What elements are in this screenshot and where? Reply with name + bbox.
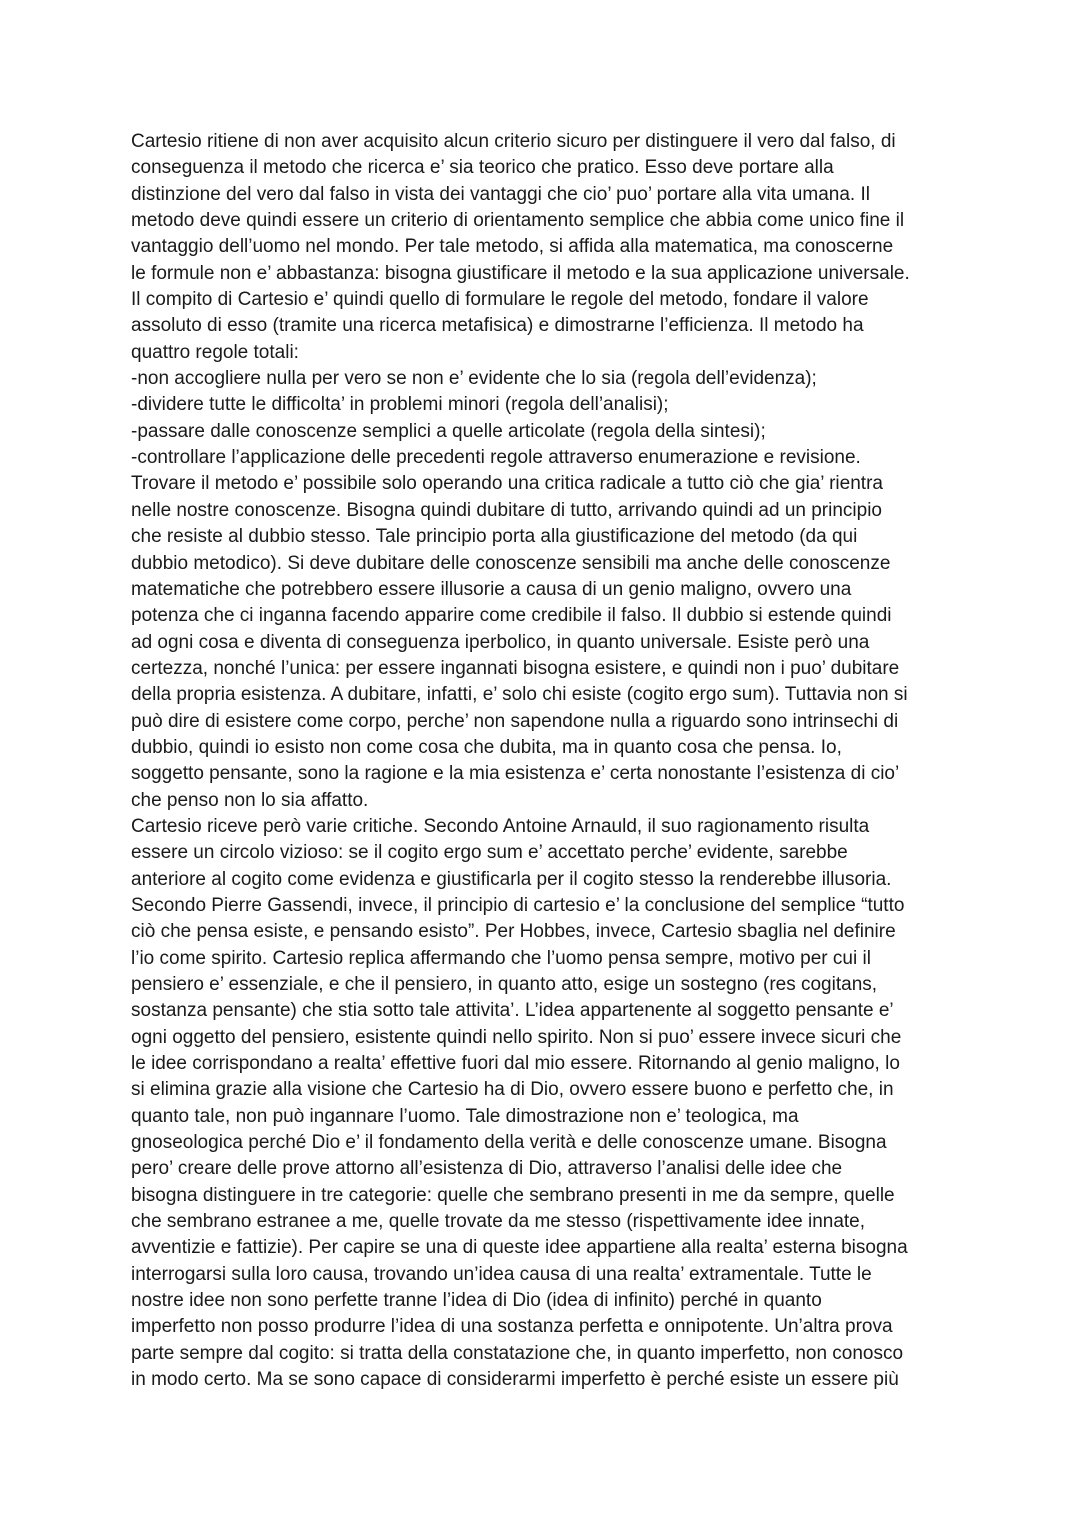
text-line: -controllare l’applicazione delle precedenti regole attraverso enumerazione e revisione. [131,447,861,469]
text-line: le idee corrispondano a realta’ effettive fuori dal mio essere. Ritornando al genio maligno, lo [131,1053,900,1075]
text-line: matematiche che potrebbero essere illusorie a causa di un genio maligno, ovvero una [131,578,852,600]
text-line: avventizie e fattizie). Per capire se una di queste idee appartiene alla realta’ esterna bisogna [131,1237,908,1259]
text-line: in modo certo. Ma se sono capace di considerarmi imperfetto è perché esiste un essere più [131,1369,899,1391]
text-line: Cartesio riceve però varie critiche. Secondo Antoine Arnauld, il suo ragionamento risulta [131,815,870,837]
text-line: nelle nostre conoscenze. Bisogna quindi dubitare di tutto, arrivando quindi ad un principio [131,499,882,521]
text-line: essere un circolo vizioso: se il cogito ergo sum e’ accettato perche’ evidente, sarebbe [131,842,848,864]
text-line: pensiero e’ essenziale, e che il pensiero, in quanto atto, esige un sostegno (res cogitans, [131,974,878,995]
text-line: potenza che ci inganna facendo apparire come credibile il falso. Il dubbio si estende quindi [131,605,892,627]
text-line: soggetto pensante, sono la ragione e la mia esistenza e’ certa nonostante l’esistenza di cio’ [131,763,900,785]
text-line: Secondo Pierre Gassendi, invece, il principio di cartesio e’ la conclusione del semplice “tutto [131,894,905,916]
document-body-text [131,129,961,1394]
text-line: metodo deve quindi essere un criterio di orientamento semplice che abbia come unico fine il [131,210,905,232]
text-line: della propria esistenza. A dubitare, infatti, e’ solo chi esiste (cogito ergo sum). Tuttavia non si [131,684,908,706]
text-line: imperfetto non posso produrre l’idea di una sostanza perfetta e onnipotente. Un’altra prova [131,1316,893,1338]
text-line: -non accogliere nulla per vero se non e’ evidente che lo sia (regola dell’evidenza); [131,368,817,390]
text-line: pero’ creare delle prove attorno all’esistenza di Dio, attraverso l’analisi delle idee che [131,1158,843,1180]
text-line: le formule non e’ abbastanza: bisogna giustificare il metodo e la sua applicazione universale. [131,262,910,284]
text-line: l’io come spirito. Cartesio replica affermando che l’uomo pensa sempre, motivo per cui il [131,947,871,969]
text-line: dubbio metodico). Si deve dubitare delle conoscenze sensibili ma anche delle conoscenze [131,552,891,574]
text-line: si elimina grazie alla visione che Cartesio ha di Dio, ovvero essere buono e perfetto che, in [131,1079,894,1101]
text-line: dubbio, quindi io esisto non come cosa che dubita, ma in quanto cosa che pensa. Io, [131,736,842,758]
text-line: Trovare il metodo e’ possibile solo operando una critica radicale a tutto ciò che gia’ rientra [131,473,883,495]
text-line: distinzione del vero dal falso in vista dei vantaggi che cio’ puo’ portare alla vita umana. Il [131,183,870,205]
text-line: ogni oggetto del pensiero, esistente quindi nello spirito. Non si puo’ essere invece sicuri che [131,1026,902,1048]
text-line: Cartesio ritiene di non aver acquisito alcun criterio sicuro per distinguere il vero dal falso, di [131,131,896,152]
text-line: ciò che pensa esiste, e pensando esisto”. Per Hobbes, invece, Cartesio sbaglia nel definire [131,921,896,943]
text-line: quanto tale, non può ingannare l’uomo. Tale dimostrazione non e’ teologica, ma [131,1105,799,1127]
text-line: -dividere tutte le difficolta’ in problemi minori (regola dell’analisi); [131,394,669,416]
text-line: interrogarsi sulla loro causa, trovando un’idea causa di una realta’ extramentale. Tutte le [131,1263,872,1285]
text-line: anteriore al cogito come evidenza e giustificarla per il cogito stesso la renderebbe illusoria. [131,868,892,890]
text-line: che resiste al dubbio stesso. Tale principio porta alla giustificazione del metodo (da qui [131,526,858,548]
text-line: quattro regole totali: [131,341,299,363]
text-line: gnoseologica perché Dio e’ il fondamento della verità e delle conoscenze umane. Bisogna [131,1132,887,1154]
text-line: che penso non lo sia affatto. [131,789,369,811]
text-line: parte sempre dal cogito: si tratta della constatazione che, in quanto imperfetto, non conosco [131,1342,904,1364]
text-line: assoluto di esso (tramite una ricerca metafisica) e dimostrarne l’efficienza. Il metodo ha [131,315,864,337]
text-line: Il compito di Cartesio e’ quindi quello di formulare le regole del metodo, fondare il valore [131,289,869,311]
text-line: ad ogni cosa e diventa di conseguenza iperbolico, in quanto universale. Esiste però una [131,631,870,653]
text-line: nostre idee non sono perfette tranne l’idea di Dio (idea di infinito) perché in quanto [131,1290,822,1312]
text-line: vantaggio dell’uomo nel mondo. Per tale metodo, si affida alla matematica, ma conoscerne [131,236,894,258]
text-line: bisogna distinguere in tre categorie: quelle che sembrano presenti in me da sempre, quelle [131,1184,895,1206]
text-line: che sembrano estranee a me, quelle trovate da me stesso (rispettivamente idee innate, [131,1211,866,1233]
text-line: conseguenza il metodo che ricerca e’ sia teorico che pratico. Esso deve portare alla [131,157,834,179]
text-line: sostanza pensante) che stia sotto tale attivita’. L’idea appartenente al soggetto pensante e’ [131,1000,894,1022]
text-line: può dire di esistere come corpo, perche’ non sapendone nulla a riguardo sono intrinsechi di [131,710,899,732]
text-line: certezza, nonché l’unica: per essere ingannati bisogna esistere, e quindi non i puo’ dubitare [131,657,900,679]
text-line: -passare dalle conoscenze semplici a quelle articolate (regola della sintesi); [131,420,766,442]
